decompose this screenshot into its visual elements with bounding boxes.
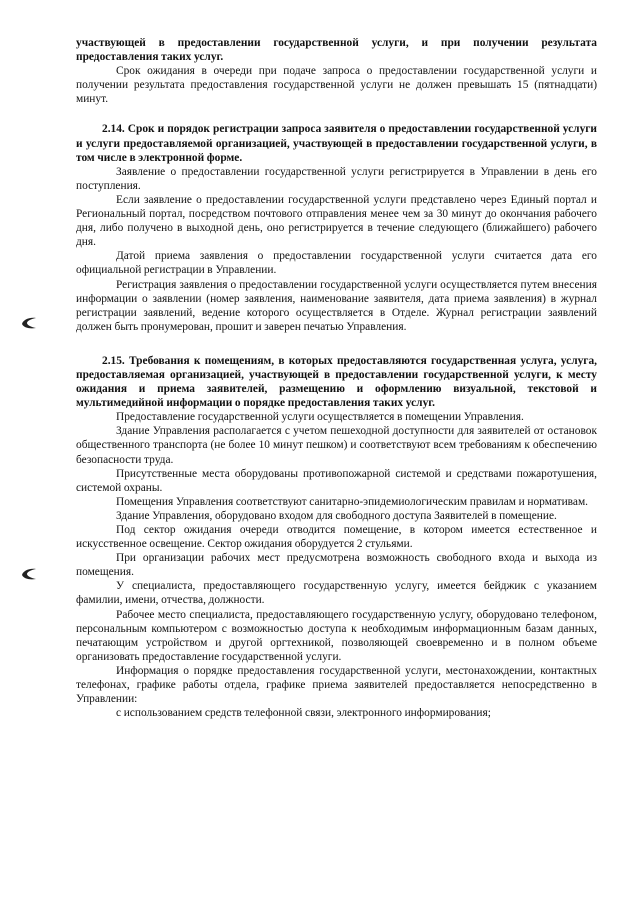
paragraph: Здание Управления, оборудовано входом для свободного доступа Заявителей в помещение. [116,509,557,522]
paragraph: Регистрация заявления о предоставлении государственной услуги осуществляется путем внесения информации о заявлении (номер заявления, наименование заявителя, дата приема заявления) в журнал регистрации заявлений, ведение которого осуществляется в Отделе. Журнал регистрации заявлений должен быть пронумерован, прошит и заверен печатью Управления. [76,278,597,333]
paragraph: Информация о порядке предоставления государственной услуги, местонахождении, контактных телефонах, графике работы отдела, графике приема заявителей предоставляется непосредственно в Управлении: [76,664,597,706]
paragraph: Присутственные места оборудованы противопожарной системой и средствами пожаротушения, системой охраны. [76,467,597,494]
paragraph: При организации рабочих мест предусмотрена возможность свободного входа и выхода из помещения. [76,552,597,579]
paragraph: У специалиста, предоставляющего государственную услугу, имеется бейджик с указанием фамилии, имени, отчества, должности. [76,580,597,607]
paragraph: Предоставление государственной услуги осуществляется в помещении Управления. [116,411,524,424]
paragraph: Рабочее место специалиста, предоставляющего государственную услугу, оборудовано телефоном, персональным компьютером с возможностью доступа к необходимым информационным базам данных, печатающим устройством и другой оргтехникой, позволяющей своевременно и в полном объеме организовать предоставление государственной услуги. [76,608,597,663]
punch-hole-mark-top [20,316,38,330]
paragraph: Заявление о предоставлении государственной услуги регистрируется в Управлении в день его поступления. [76,165,597,192]
paragraph: с использованием средств телефонной связи, электронного информирования; [116,707,491,720]
paragraph: Датой приема заявления о предоставлении государственной услуги считается дата его официальной регистрации в Управлении. [76,250,597,277]
paragraph-waiting-time: Срок ожидания в очереди при подаче запроса о предоставлении государственной услуги и получении результата предоставления государственной услуги не должен превышать 15 (пятнадцати) минут. [76,65,597,106]
document-page [76,36,597,720]
paragraph-continuation: участвующей в предоставлении государственной услуги, и при получении результата предоставления таких услуг. [76,37,597,64]
paragraph: Здание Управления располагается с учетом пешеходной доступности для заявителей от остановок общественного транспорта (не более 10 минут пешком) и соответствуют всем требованиям к обеспечению безопасности труда. [76,425,597,466]
paragraph: Под сектор ожидания очереди отводится помещение, в котором имеется естественное и искусственное освещение. Сектор ожидания оборудуется 2 стульями. [76,524,597,551]
punch-hole-mark-bottom [20,567,38,581]
paragraph: Помещения Управления соответствуют санитарно-эпидемиологическим правилам и нормативам. [116,495,588,508]
section-title-2-15: 2.15. Требования к помещениям, в которых предоставляются государственная услуга, услуга, предоставляемая организацией, участвующей в предоставлении государственной услуги, к месту ожидания и приема заявителей, размещению и оформлению визуальной, текстовой и мультимедийной информации о порядке предоставления таких услуг. [76,354,597,410]
section-title-2-14: 2.14. Срок и порядок регистрации запроса заявителя о предоставлении государственной услуги и услуги предоставляемой организацией, участвующей в предоставлении государственной услуги, в том числе в электронной форме. [76,123,597,164]
paragraph: Если заявление о предоставлении государственной услуги представлено через Единый портал и Региональный портал, посредством почтового отправления менее чем за 30 минут до окончания рабочего дня, либо получено в выходной день, оно регистрируется в течение следующего (ближайшего) рабочего дня. [76,193,597,249]
